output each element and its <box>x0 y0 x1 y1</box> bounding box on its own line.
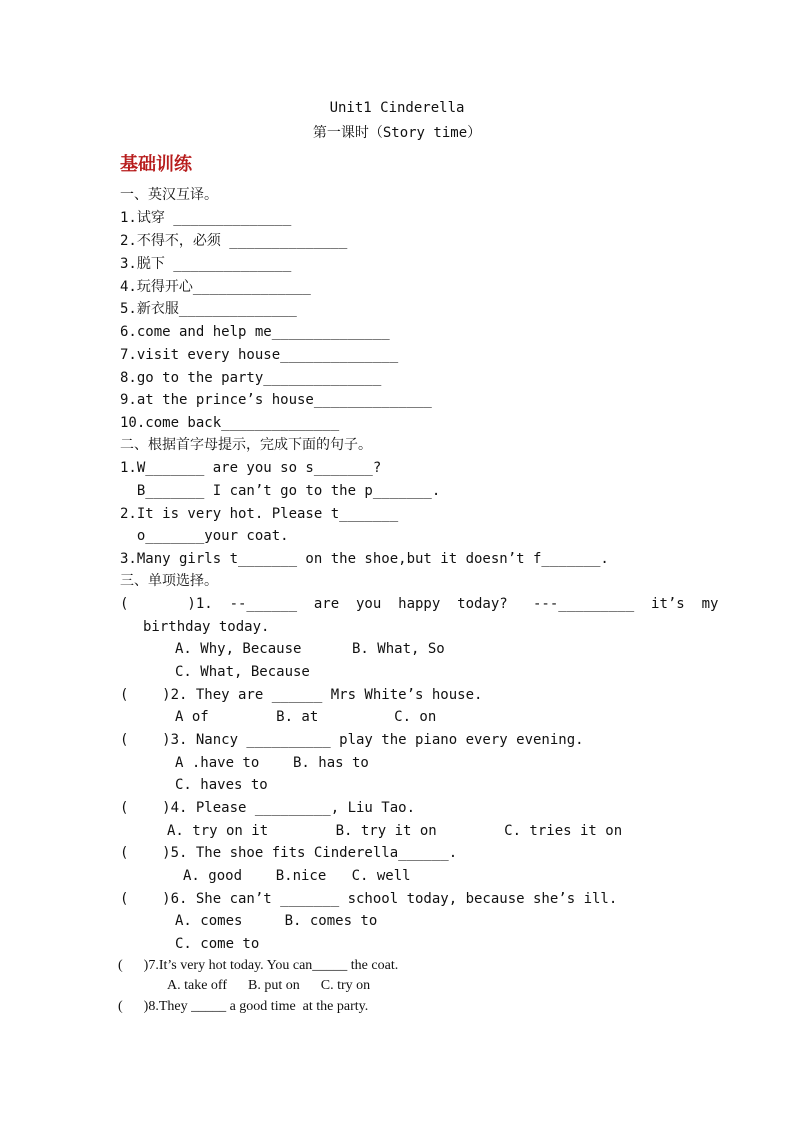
q2-stem: ( )2. They are ______ Mrs White’s house. <box>120 687 483 703</box>
q3-options: C. haves to <box>175 777 268 793</box>
doc-title: Unit1 Cinderella <box>329 100 465 116</box>
q6-options: C. come to <box>175 936 260 952</box>
doc-subtitle: 第一课时（Story time） <box>312 125 482 141</box>
part1-item: 6.come and help me______________ <box>120 324 390 340</box>
q8-stem: ( )8.They _____ a good time at the party. <box>118 999 369 1014</box>
q4-options: A. try on it B. try it on C. tries it on <box>167 823 623 839</box>
q1-stem: ( )1. --______ are you happy today? ---_________ it’s my <box>120 596 719 612</box>
part3-heading: 三、单项选择。 <box>120 573 218 589</box>
q1-options: A. Why, Because B. What, So <box>175 641 445 657</box>
q5-options: A. good B.nice C. well <box>183 868 411 884</box>
part2-line: B_______ I can’t go to the p_______. <box>120 483 441 499</box>
q3-stem: ( )3. Nancy __________ play the piano every evening. <box>120 732 584 748</box>
part1-item: 2.不得不，必须 ______________ <box>120 233 348 249</box>
q3-options: A .have to B. has to <box>175 755 369 771</box>
part2-line: o_______your coat. <box>120 528 289 544</box>
q6-stem: ( )6. She can’t _______ school today, because she’s ill. <box>120 891 618 907</box>
part2-heading: 二、根据首字母提示，完成下面的句子。 <box>120 437 372 453</box>
q6-options: A. comes B. comes to <box>175 913 378 929</box>
part1-item: 8.go to the party______________ <box>120 370 382 386</box>
part1-item: 10.come back______________ <box>120 415 340 431</box>
q7-options: A. take off B. put on C. try on <box>167 978 371 993</box>
q7-stem: ( )7.It’s very hot today. You can_____ the coat. <box>118 958 399 973</box>
q5-stem: ( )5. The shoe fits Cinderella______. <box>120 845 458 861</box>
q1-options: C. What, Because <box>175 664 310 680</box>
part1-item: 7.visit every house______________ <box>120 347 399 363</box>
part1-item: 4.玩得开心______________ <box>120 279 311 295</box>
part1-heading: 一、英汉互译。 <box>120 187 218 203</box>
section-heading: 基础训练 <box>120 154 192 175</box>
part1-item: 1.试穿 ______________ <box>120 210 292 226</box>
part1-item: 3.脱下 ______________ <box>120 256 292 272</box>
part1-item: 5.新衣服______________ <box>120 301 297 317</box>
q2-options: A of B. at C. on <box>175 709 437 725</box>
part2-line: 2.It is very hot. Please t_______ <box>120 506 399 522</box>
part2-line: 3.Many girls t_______ on the shoe,but it doesn’t f_______. <box>120 551 609 567</box>
part1-item: 9.at the prince’s house______________ <box>120 392 432 408</box>
q4-stem: ( )4. Please _________, Liu Tao. <box>120 800 416 816</box>
q1-stem-cont: birthday today. <box>143 619 270 635</box>
part2-line: 1.W_______ are you so s_______? <box>120 460 382 476</box>
